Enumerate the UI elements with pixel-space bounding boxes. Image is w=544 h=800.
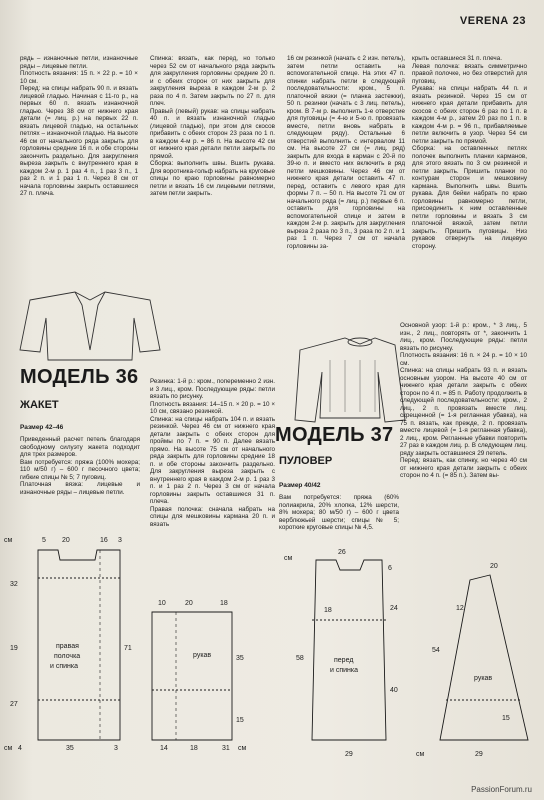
dim37-right-1: 24 [390, 605, 398, 612]
dim37s-side-2: 15 [502, 715, 510, 722]
dim36s-right-2: 15 [236, 717, 244, 724]
body36-label-line3: и спинка [50, 663, 79, 670]
model37-subtitle: ПУЛОВЕР [279, 455, 333, 467]
text-col2-bottom: Резинка: 1-й р.: кром., попеременно 2 изн. и 3 лиц., кром. Последующие ряды: петли вязать по рисунку. Плотность вязания: 14–15 п. × 20 р. = 10 × 10 см, связано резинкой. Спинка: на спицы набрать 104 п. и вязать резинкой. Через 46 см от нижнего края детали закрыть с обеих сторон для проймы по 7 п. = 90 п. Далее вязать прямо. На высоте 75 см от начального ряда закрыть для горловины средние 18 п. и обе стороны закончить раздельно. Для закругления выреза закрыть с внутреннего края в каждом 2-м р. 1 раз 3 п. и 1 раз 2 п. Через 3 см от начала горловины закрыть оставшиеся 31 п. плеча. Правая полочка: сначала набрать на спицы для мешковины кармана 20 п. и вязать [150, 378, 275, 528]
text-col4-top: крыть оставшиеся 31 п. плеча. Левая полочка: вязать симметрично правой полочке, но без отверстий для пуговиц. Рукава: на спицы набрать 44 п. и вязать резинкой. Через 15 см от нижнего края детали прибавить для скосов с обеих сторон 6 раз по 1 п. в каждом 4-м р., затем 20 раз по 1 п. в каждом 4-м р. = 96 п., прибавляемые петли включить в узор. Через 54 см петли закрыть по прямой. Сборка: на оставленных петлях полочек выполнить планки карманов, для этого вязать по 3 см резинкой и петли закрыть. Пришить планки по контурам сторон и мешковину кармана. Выполнить швы. Вшить рукава. Для бейки набрать по краю горловины равномерно петли, присоединить к ним оставленные петли горловины и вязать 3 см платочной вязкой, затем петли закрыть. Пришить пуговицы. Низ рукавов отвернуть на лицевую сторону. [412, 55, 527, 250]
pattern36-sleeve [152, 612, 232, 740]
model37-title: МОДЕЛЬ 37 [275, 424, 394, 446]
dim36s-top-1: 10 [158, 600, 166, 607]
model37-size: Размер 40/42 [279, 482, 321, 489]
dim36-left-1: 32 [10, 581, 18, 588]
model36-size: Размер 42–46 [20, 424, 64, 431]
dim36s-top-3: 18 [220, 600, 228, 607]
dim36s-bottom-2: 18 [190, 745, 198, 752]
dim36-bottom-3: 3 [114, 745, 118, 752]
dim36s-bottom-3: 31 [222, 745, 230, 752]
body37-label-line1: перед [334, 657, 354, 664]
dim37-side-1: 6 [388, 565, 392, 572]
text-col1-bottom: Приведенный расчет петель благодаря свободному силуэту жакета подходит для трех размеров. Вам потребуется: пряжа (100% мохера; 110 м/50 г) – 600 г песочного цвета; гибкие спицы № 5; 7 пуговиц. Платочная вязка: лицевые и изнаночные ряды – лицевые петли. [20, 436, 140, 496]
magazine-name: VERENA [459, 15, 509, 27]
dim36s-cm: см [238, 745, 247, 752]
dim36-left-2: 19 [10, 645, 18, 652]
dim36s-right-1: 35 [236, 655, 244, 662]
pullover-sketch [295, 338, 405, 422]
watermark: PassionForum.ru [471, 785, 532, 794]
model36-subtitle: ЖАКЕТ [20, 399, 59, 411]
dim36-top-2: 20 [62, 537, 70, 544]
pattern36-body [38, 550, 120, 740]
pattern37-body [312, 560, 386, 740]
dim36-top-1: 5 [42, 537, 46, 544]
sleeve37-label: рукав [474, 675, 493, 682]
dim37s-top: 20 [490, 563, 498, 570]
pattern37-sleeve [440, 575, 528, 740]
body37-label-line2: и спинка [330, 667, 359, 674]
dim36s-top-2: 20 [185, 600, 193, 607]
page-number: 23 [512, 15, 526, 27]
dim36-left-3: 27 [10, 701, 18, 708]
text-col1-top: рядь – изнаночные петли, изнаночные ряды – лицевые петли. Плотность вязания: 15 п. × 22 р. = 10 × 10 см. Перед: на спицы набрать 90 п. и вязать лицевой гладью. Начиная с 11-го р., на первых 60 п. вязать изнаночной гладью. Через 38 см от нижнего края детали (= лиц. р.) на первых 22 п. вязать лицевой гладью, на остальных петлях – изнаночной гладью. На высоте 46 см от начального ряда закрыть для горловины средние 16 п. и обе стороны закончить раздельно. Для закругления выреза закрыть с внутреннего края в каждом 2-м р. 1 раз 4 п., 1 раз 3 п., 1 раз 2 п. и 1 раз 1 п. Через 8 см от начала горловины закрыть оставшиеся 27 п. плеча. [20, 55, 138, 197]
dim36-top-4: 3 [118, 537, 122, 544]
text-col3-bottom: Вам потребуется: пряжа (60% полиакрила, 20% хлопка, 12% шерсти, 8% мохера; 80 м/50 г) – 600 г цвета верблюжьей шерсти; спицы № 5; короткие круговые спицы № 4,5. [279, 494, 399, 531]
dim36-cm: см [4, 537, 13, 544]
dim37s-cm: см [416, 751, 425, 758]
model36-title: МОДЕЛЬ 36 [20, 366, 139, 388]
text-col3-top: 16 см резинкой (начать с 2 изн. петель), затем петли оставить на вспомогательной спице. На этих 47 п. спинки набрать петли в следующей последовательности: кром., 5 п. платочной вязки (= планка застежки), 50 п. резинки (начать с 3 лиц. петель), кром. В 7-м р. выполнить 1-е отверстие для пуговицы (= 4-ю и 5-ю п. провязать вместе, петли вновь набрать в следующем ряду). Остальные 6 отверстий выполнить с интервалом 11 см. На высоте 27 см (= лиц. ряд) закрыть для входа в карман с 20-й по 39-ю п. и вместо них включить в ряд петли мешковины. Через 46 см от нижнего края детали оставить 47 п. перед, оставить с левого края для формы 7 п. – 50 п. На высоте 71 см от начального ряда (= лиц. р.) первые 6 п. оставить для горловины на вспомогательной спице и затем в каждом 2-м р. закрыть для закругления выреза 2 раза по 3 п., 3 раза по 2 п. и 1 раз 1 п. Через 7 см от начала горловины за- [287, 55, 405, 250]
dim37-side-2: 18 [324, 607, 332, 614]
dim37s-right: 54 [432, 647, 440, 654]
dim36-top-3: 16 [100, 537, 108, 544]
dim37s-side-1: 12 [456, 605, 464, 612]
sleeve36-label: рукав [193, 652, 212, 659]
dim37s-bottom: 29 [475, 751, 483, 758]
jacket-sketch [20, 292, 160, 360]
dim37-left: 58 [296, 655, 304, 662]
pattern36-body-label [50, 643, 80, 670]
dim37-top: 26 [338, 549, 346, 556]
text-col4-bottom: Основной узор: 1-й р.: кром., * 3 лиц., 5 изн., 2 лиц., повторять от *, закончить 1 лиц., кром. Последующие ряды: петли вязать по рисунку. Плотность вязания: 16 п. × 24 р. = 10 × 10 см. Спинка: на спицы набрать 93 п. и вязать основным узором. На высоте 40 см от нижнего края детали закрыть с обеих сторон по 4 п. = 85 п. Работу продолжить в следующей последовательности: кром., 2 лиц., 2 п. провязать вместе лиц. скрещенной (= 1-я регланная убавка), на 75 п. вязать, как прежде, 2 п. провязать вместе лицевой (= 1-я регланная убавка), 2 лиц., кром. Регланные убавки повторить 27 раз в каждом лиц. р. В следующем лиц. ряду закрыть оставшиеся 29 петель. Перед: вязать, как спинку, но через 40 см от нижнего края детали закрыть с обеих сторон по 4 п. (= 85 п.). Затем вы- [400, 322, 527, 479]
dim36-bottom-1: 4 [18, 745, 22, 752]
text-col2-top: Спинка: вязать, как перед, но только через 52 см от начального ряда закрыть для закругления горловины средние 20 п. и с обеих сторон от них закрыть для закругления выреза в каждом 2-м р. 2 раза по 4 п. Затем закрыть по 27 п. для плеч. Правый (левый) рукав: на спицы набрать 40 п. и вязать изнаночной гладью (лицевой гладью), при этом для скосов прибавить с обеих сторон 23 раза по 1 п. в каждом 4-м р. = 86 п. На высоте 42 см от нижнего края детали петли закрыть по прямой. Сборка: выполнить швы. Вшить рукава. Для воротника-гольф набрать на круговые спицы по краю горловины равномерно петли и вязать 16 см лицевыми петлями, затем петли закрыть. [150, 55, 275, 197]
body36-label-line1: правая [56, 643, 79, 650]
dim37-bottom: 29 [345, 751, 353, 758]
dim36s-bottom-1: 14 [160, 745, 168, 752]
dim37-right-2: 40 [390, 687, 398, 694]
dim36-bottom-2: 35 [66, 745, 74, 752]
dim37-cm: см [284, 555, 293, 562]
pattern37-body-label [330, 657, 358, 674]
body36-label-line2: полочка [54, 653, 81, 660]
dim36-right: 71 [124, 645, 132, 652]
dim36-cm-bottom: см [4, 745, 13, 752]
